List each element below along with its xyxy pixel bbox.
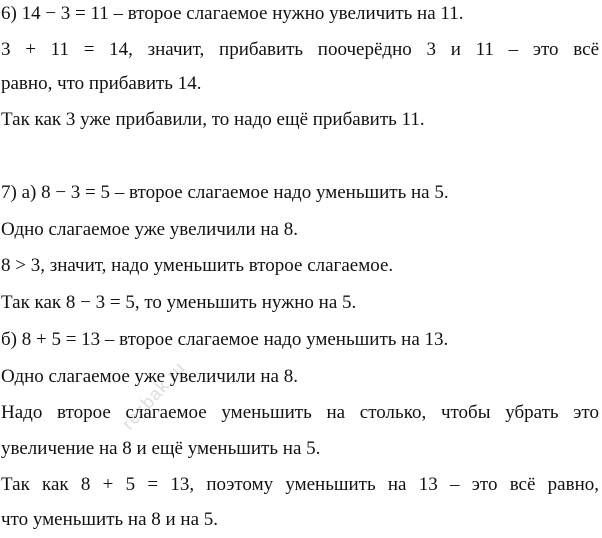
task-6-line-4: Так как 3 уже прибавили, то надо ещё прибавить 11. bbox=[1, 109, 425, 130]
task-7b-line-3: Надо второе слагаемое уменьшить на столько, чтобы убрать это bbox=[1, 402, 599, 423]
task-7b-line-6: что уменьшить на 8 и на 5. bbox=[1, 509, 219, 530]
task-6-line-1: 6) 14 − 3 = 11 – второе слагаемое нужно увеличить на 11. bbox=[1, 3, 464, 24]
task-7b-line-1: б) 8 + 5 = 13 – второе слагаемое надо уменьшить на 13. bbox=[1, 329, 449, 350]
task-7a-line-3: 8 > 3, значит, надо уменьшить второе слагаемое. bbox=[1, 255, 394, 276]
task-7a-line-1: 7) а) 8 − 3 = 5 – второе слагаемое надо уменьшить на 5. bbox=[1, 182, 449, 203]
task-7a-line-2: Одно слагаемое уже увеличили на 8. bbox=[1, 219, 298, 240]
watermark: resbak.ru bbox=[118, 357, 190, 434]
task-7b-line-2: Одно слагаемое уже увеличили на 8. bbox=[1, 366, 298, 387]
task-6-line-2: 3 + 11 = 14, значит, прибавить поочерёдно 3 и 11 – это всё bbox=[1, 39, 599, 60]
task-6-line-3: равно, что прибавить 14. bbox=[1, 73, 202, 94]
task-7b-line-4: увеличение на 8 и ещё уменьшить на 5. bbox=[1, 438, 321, 459]
task-7b-line-5: Так как 8 + 5 = 13, поэтому уменьшить на 13 – это всё равно, bbox=[1, 474, 599, 495]
task-7a-line-4: Так как 8 − 3 = 5, то уменьшить нужно на 5. bbox=[1, 292, 357, 313]
